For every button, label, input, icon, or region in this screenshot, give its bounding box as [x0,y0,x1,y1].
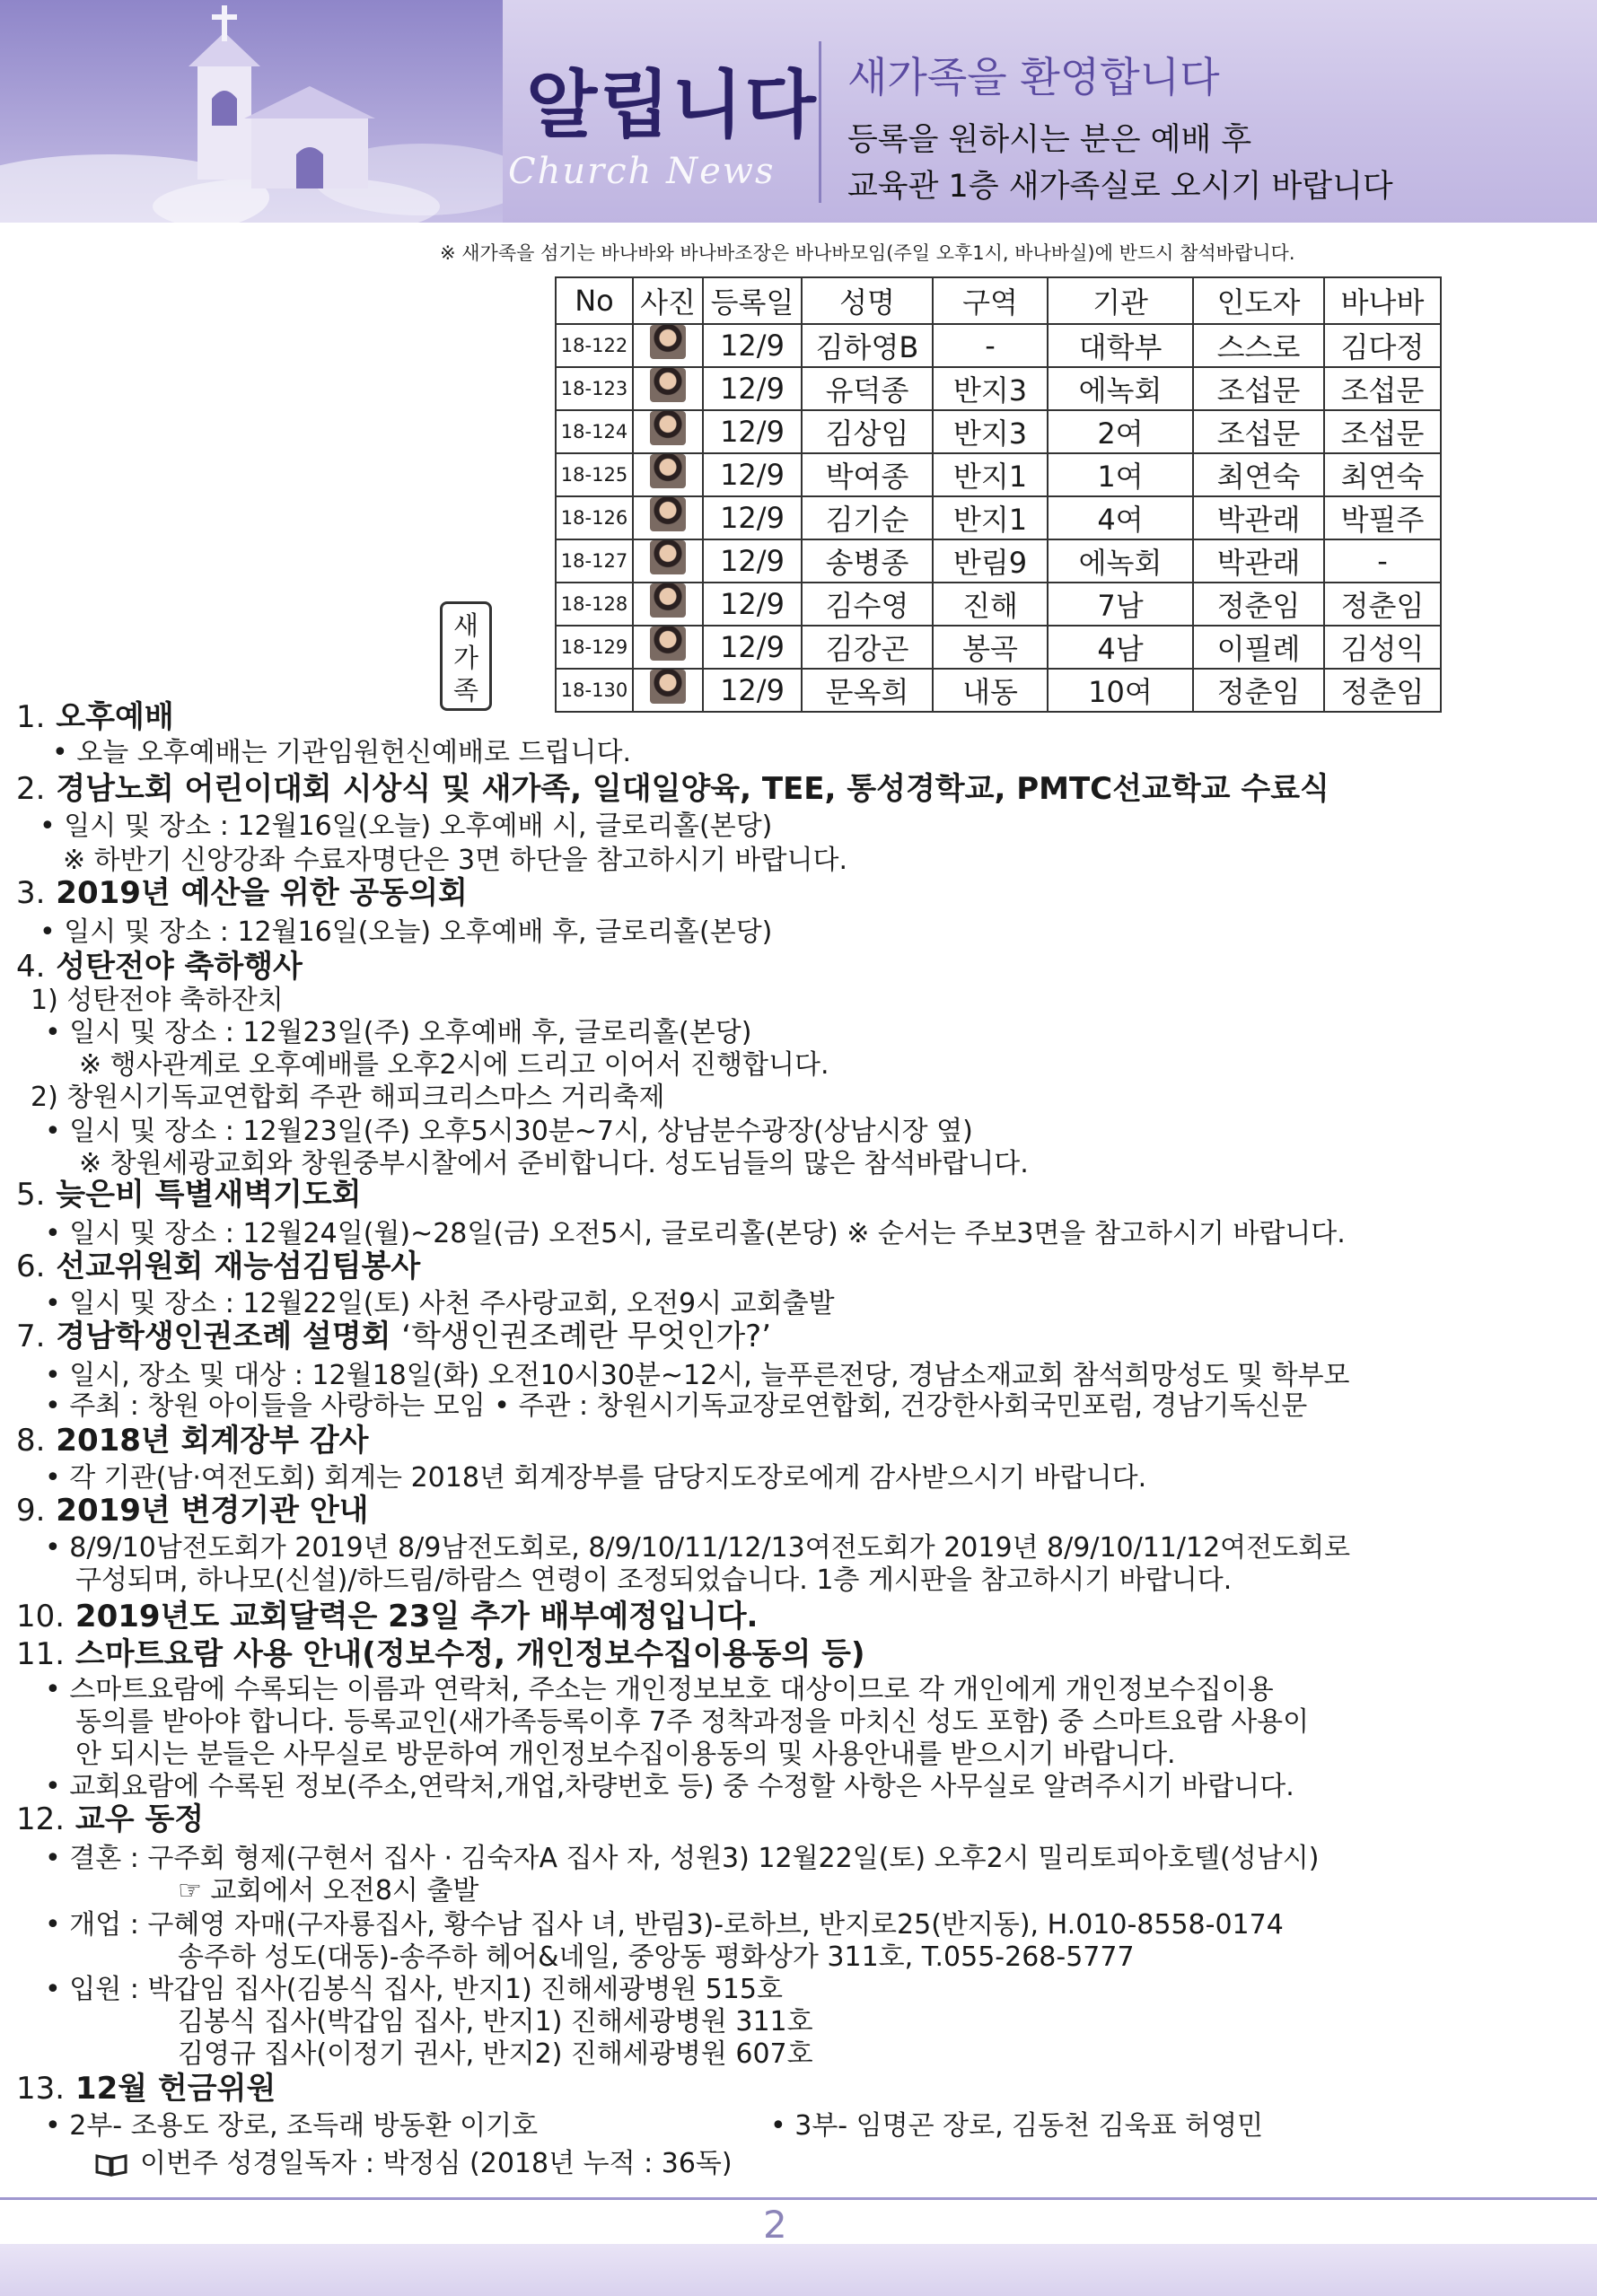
table-cell: 12/9 [703,583,802,626]
item-line: • 주최 : 창원 아이들을 사랑하는 모임 • 주관 : 창원시기독교장로연합회, 건강한사회국민포럼, 경남기독신문 [45,1390,1308,1422]
table-cell: 4남 [1048,626,1193,669]
side-tag-char: 새 [452,610,478,641]
person-photo-icon [650,583,686,618]
table-cell: 김성익 [1324,626,1441,669]
item-line: 김봉식 집사(박갑임 집사, 반지1) 진해세광병원 311호 [178,2006,813,2037]
table-cell: 12/9 [703,496,802,539]
item-line: 김영규 집사(이정기 권사, 반지2) 진해세광병원 607호 [178,2038,813,2070]
item-line: • 교회요람에 수록된 정보(주소,연락처,개업,차량번호 등) 중 수정할 사항은 사무실로 알려주시기 바랍니다. [45,1771,1294,1802]
table-cell: 18-126 [556,496,633,539]
member-photo [633,496,703,539]
table-cell: 12/9 [703,539,802,583]
table-row [556,669,1441,712]
table-cell: 조섭문 [1324,410,1441,453]
table-cell: 반지1 [933,496,1048,539]
member-photo [633,626,703,669]
person-photo-icon [650,454,686,488]
side-tag-char: 가 [452,643,478,673]
table-row [556,496,1441,539]
table-cell: 조섭문 [1324,367,1441,410]
item-heading: 13. 12월 헌금위원 [16,2071,276,2107]
table-cell: 김강곤 [802,626,933,669]
table-row [556,453,1441,496]
column-header: No [556,277,633,324]
table-cell: 대학부 [1048,324,1193,367]
item-line: ※ 창원세광교회와 창원중부시찰에서 준비합니다. 성도님들의 많은 참석바랍니다. [79,1148,1029,1179]
welcome-text: 교육관 1층 새가족실로 오시기 바랍니다 [847,169,1393,205]
table-cell: 18-129 [556,626,633,669]
page-title: 알립니다 [526,62,818,148]
item-line: • 스마트요람에 수록되는 이름과 연락처, 주소는 개인정보보호 대상이므로 각 개인에게 개인정보수집이용 [45,1674,1274,1705]
church-illustration [0,0,503,223]
table-cell: 18-122 [556,324,633,367]
newcomer-side-tag [440,601,492,711]
table-cell: 반지3 [933,410,1048,453]
column-header: 기관 [1048,277,1193,324]
table-cell: 12/9 [703,669,802,712]
item-heading: 4. 성탄전야 축하행사 [16,949,303,985]
table-cell: 조섭문 [1193,410,1324,453]
table-cell: 18-125 [556,453,633,496]
member-photo [633,367,703,410]
item-heading: 9. 2019년 변경기관 안내 [16,1493,369,1529]
column-header: 등록일 [703,277,802,324]
table-cell: 진해 [933,583,1048,626]
item-heading: 5. 늦은비 특별새벽기도회 [16,1177,362,1213]
person-photo-icon [650,627,686,661]
item-line: 구성되며, 하나모(신설)/하드림/하람스 연령이 조정되었습니다. 1층 게시판을 참고하시기 바랍니다. [75,1564,1233,1596]
item-line: ※ 행사관계로 오후예배를 오후2시에 드리고 이어서 진행합니다. [79,1049,829,1081]
table-cell: 김하영B [802,324,933,367]
member-photo [633,324,703,367]
item-line: • 각 기관(남·여전도회) 회계는 2018년 회계장부를 담당지도장로에게 감사받으시기 바랍니다. [45,1462,1147,1494]
table-cell: 봉곡 [933,626,1048,669]
item-line: • 입원 : 박갑임 집사(김봉식 집사, 반지1) 진해세광병원 515호 [45,1974,783,2005]
table-row [556,324,1441,367]
table-cell: 스스로 [1193,324,1324,367]
table-cell: 12/9 [703,324,802,367]
item-line: • 오늘 오후예배는 기관임원헌신예배로 드립니다. [52,737,631,768]
item-heading: 3. 2019년 예산을 위한 공동의회 [16,875,468,911]
table-row [556,410,1441,453]
welcome-text: 등록을 원하시는 분은 예배 후 [847,122,1252,158]
side-tag-char: 족 [452,675,478,705]
person-photo-icon [650,670,686,704]
item-line: • 8/9/10남전도회가 2019년 8/9남전도회로, 8/9/10/11/12/13여전도회가 2019년 8/9/10/11/12여전도회로 [45,1532,1351,1564]
newcomer-table [555,276,1442,713]
person-photo-icon [650,540,686,574]
table-cell: 이필례 [1193,626,1324,669]
table-cell: 정춘임 [1193,669,1324,712]
table-cell: 김수영 [802,583,933,626]
table-cell: 정춘임 [1193,583,1324,626]
table-cell: 박여종 [802,453,933,496]
table-cell: 송병종 [802,539,933,583]
item-line: • 일시 및 장소 : 12월23일(주) 오후5시30분~7시, 상남분수광장(상남시장 옆) [45,1116,973,1147]
item-heading: 8. 2018년 회계장부 감사 [16,1423,369,1459]
table-cell: 12/9 [703,367,802,410]
item-line: 1) 성탄전야 축하잔치 [31,985,284,1016]
item-line: 송주하 성도(대동)-송주하 헤어&네일, 중앙동 평화상가 311호, T.055-268-5777 [178,1941,1135,1973]
member-photo [633,453,703,496]
table-cell: 1여 [1048,453,1193,496]
table-cell: 18-124 [556,410,633,453]
item-line: • 일시 및 장소 : 12월23일(주) 오후예배 후, 글로리홀(본당) [45,1017,752,1048]
page-subtitle: Church News [508,151,776,192]
welcome-title: 새가족을 환영합니다 [847,53,1220,101]
table-row [556,626,1441,669]
footer-divider [0,2197,1597,2200]
table-cell: 18-130 [556,669,633,712]
item-heading: 1. 오후예배 [16,699,174,735]
table-cell: 에녹회 [1048,367,1193,410]
item-line: • 일시 및 장소 : 12월22일(토) 사천 주사랑교회, 오전9시 교회출발 [45,1288,835,1319]
item-line: • 일시 및 장소 : 12월16일(오늘) 오후예배 시, 글로리홀(본당) [39,811,773,842]
table-cell: 정춘임 [1324,669,1441,712]
table-cell: 김다정 [1324,324,1441,367]
item-line: 동의를 받아야 합니다. 등록교인(새가족등록이후 7주 정착과정을 마치신 성도 포함) 중 스마트요람 사용이 [75,1706,1310,1738]
table-cell: 18-128 [556,583,633,626]
column-header: 바나바 [1324,277,1441,324]
item-heading: 11. 스마트요람 사용 안내(정보수정, 개인정보수집이용동의 등) [16,1636,865,1672]
table-cell: 최연숙 [1193,453,1324,496]
item-line: • 3부- 임명곤 장로, 김동천 김욱표 허영민 [770,2110,1264,2142]
item-line: • 일시 및 장소 : 12월16일(오늘) 오후예배 후, 글로리홀(본당) [39,916,773,948]
table-cell: 반지1 [933,453,1048,496]
table-cell: 박관래 [1193,539,1324,583]
table-cell: 4여 [1048,496,1193,539]
column-header: 성명 [802,277,933,324]
table-row [556,583,1441,626]
table-cell: 문옥희 [802,669,933,712]
table-cell: 박관래 [1193,496,1324,539]
item-line: • 결혼 : 구주회 형제(구현서 집사 · 김숙자A 집사 자, 성원3) 12월22일(토) 오후2시 밀리토피아호텔(성남시) [45,1843,1320,1874]
item-line: 2) 창원시기독교연합회 주관 해피크리스마스 거리축제 [31,1082,665,1113]
bible-reader-line: 이번주 성경일독자 : 박정심 (2018년 누적 : 36독) [95,2149,733,2179]
table-cell: 내동 [933,669,1048,712]
item-line: 안 되시는 분들은 사무실로 방문하여 개인정보수집이용동의 및 사용안내를 받으시기 바랍니다. [75,1739,1176,1770]
table-cell: - [933,324,1048,367]
table-cell: 10여 [1048,669,1193,712]
item-line: • 일시, 장소 및 대상 : 12월18일(화) 오전10시30분~12시, 늘푸른전당, 경남소재교회 참석희망성도 및 학부모 [45,1360,1350,1391]
column-header: 구역 [933,277,1048,324]
item-heading: 2. 경남노회 어린이대회 시상식 및 새가족, 일대일양육, TEE, 통성경학교, PMTC선교학교 수료식 [16,771,1329,807]
barnabas-note: ※ 새가족을 섬기는 바나바와 바나바조장은 바나바모임(주일 오후1시, 바나바실)에 반드시 참석바랍니다. [440,242,1295,264]
table-cell: 18-123 [556,367,633,410]
table-row [556,367,1441,410]
table-cell: 최연숙 [1324,453,1441,496]
header-band [0,0,1597,223]
person-photo-icon [650,497,686,531]
person-photo-icon [650,368,686,402]
table-cell: 김상임 [802,410,933,453]
person-photo-icon [650,411,686,445]
person-photo-icon [650,325,686,359]
item-line: ※ 하반기 신앙강좌 수료자명단은 3면 하단을 참고하시기 바랍니다. [63,845,847,876]
table-cell: 정춘임 [1324,583,1441,626]
member-photo [633,583,703,626]
item-line: • 2부- 조용도 장로, 조득래 방동환 이기호 [45,2110,539,2142]
table-cell: 반지3 [933,367,1048,410]
column-header: 인도자 [1193,277,1324,324]
book-icon [95,2153,127,2177]
footer-band [0,2244,1597,2296]
table-cell: 김기순 [802,496,933,539]
table-cell: 18-127 [556,539,633,583]
column-header: 사진 [633,277,703,324]
item-heading: 10. 2019년도 교회달력은 23일 추가 배부예정입니다. [16,1599,759,1634]
table-cell: 박필주 [1324,496,1441,539]
member-photo [633,669,703,712]
table-header-row [556,277,1441,324]
table-cell: 조섭문 [1193,367,1324,410]
item-line: • 개업 : 구혜영 자매(구자룡집사, 황수남 집사 녀, 반림3)-로하브, 반지로25(반지동), H.010-8558-0174 [45,1909,1284,1941]
item-line: ☞ 교회에서 오전8시 출발 [178,1875,479,1906]
item-heading: 7. 경남학생인권조례 설명회 ‘학생인권조례란 무엇인가?’ [16,1319,772,1354]
header-divider [819,41,821,203]
member-photo [633,539,703,583]
item-line: • 일시 및 장소 : 12월24일(월)~28일(금) 오전5시, 글로리홀(본당) ※ 순서는 주보3면을 참고하시기 바랍니다. [45,1218,1346,1249]
table-cell: 12/9 [703,626,802,669]
table-cell: 유덕종 [802,367,933,410]
member-photo [633,410,703,453]
table-cell: 12/9 [703,410,802,453]
item-heading: 12. 교우 동정 [16,1801,205,1837]
table-cell: 2여 [1048,410,1193,453]
table-row [556,539,1441,583]
item-heading: 6. 선교위원회 재능섬김팀봉사 [16,1249,421,1284]
table-cell: 반림9 [933,539,1048,583]
table-cell: - [1324,539,1441,583]
table-cell: 7남 [1048,583,1193,626]
table-cell: 12/9 [703,453,802,496]
page-number: 2 [763,2203,787,2247]
table-cell: 에녹회 [1048,539,1193,583]
